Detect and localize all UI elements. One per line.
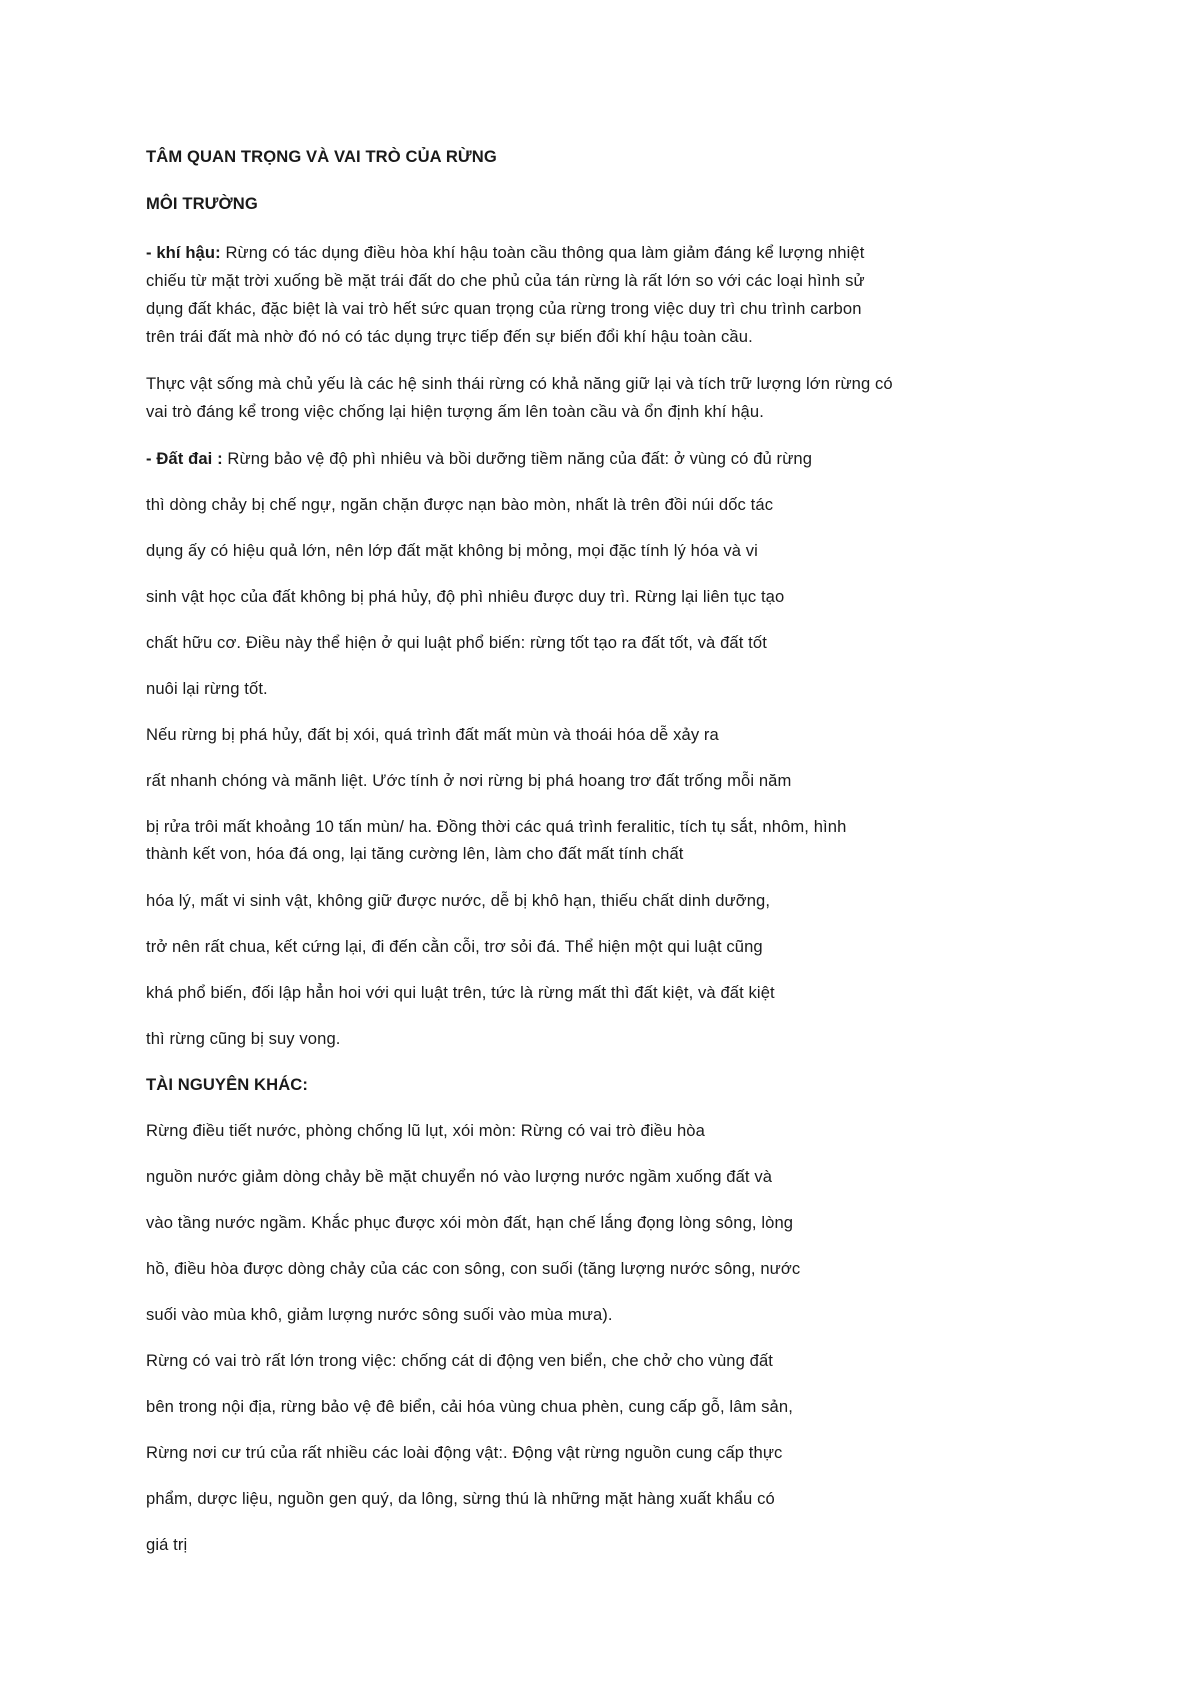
section-heading-other: TÀI NGUYÊN KHÁC:	[146, 1075, 309, 1094]
roles-line-3: Rừng nơi cư trú của rất nhiều các loài động vật:. Động vật rừng nguồn cung cấp thực	[146, 1443, 783, 1462]
roles-line-2: bên trong nội địa, rừng bảo vệ đê biển, cải hóa vùng chua phèn, cung cấp gỗ, lâm sản,	[146, 1397, 793, 1416]
destruction-line-4: thành kết von, hóa đá ong, lại tăng cường lên, làm cho đất mất tính chất	[146, 844, 684, 863]
destruction-line-7: khá phổ biến, đối lập hẳn hoi với qui luật trên, tức là rừng mất thì đất kiệt, và đất kiệt	[146, 983, 775, 1002]
roles-line-1: Rừng có vai trò rất lớn trong việc: chống cát di động ven biển, che chở cho vùng đất	[146, 1351, 774, 1370]
soil-line-2: thì dòng chảy bị chế ngự, ngăn chặn được nạn bào mòn, nhất là trên đồi núi dốc tác	[146, 495, 774, 514]
water-line-1: Rừng điều tiết nước, phòng chống lũ lụt, xói mòn: Rừng có vai trò điều hòa	[146, 1121, 705, 1140]
water-line-2: nguồn nước giảm dòng chảy bề mặt chuyển nó vào lượng nước ngầm xuống đất và	[146, 1167, 773, 1186]
climate-line-2: chiếu từ mặt trời xuống bề mặt trái đất do che phủ của tán rừng là rất lớn so với các loại hình sử	[146, 271, 865, 290]
climate-label: - khí hậu:	[146, 243, 221, 262]
climate-line-3: dụng đất khác, đặc biệt là vai trò hết sức quan trọng của rừng trong việc duy trì chu trình carbon	[146, 299, 862, 318]
document-title: TÂM QUAN TRỌNG VÀ VAI TRÒ CỦA RỪNG	[146, 147, 497, 166]
soil-line-4: sinh vật học của đất không bị phá hủy, độ phì nhiêu được duy trì. Rừng lại liên tục tạo	[146, 587, 785, 606]
climate-line-1: - khí hậu: Rừng có tác dụng điều hòa khí hậu toàn cầu thông qua làm giảm đáng kể lượng nhiệt	[146, 243, 865, 262]
destruction-line-8: thì rừng cũng bị suy vong.	[146, 1029, 341, 1048]
destruction-line-1: Nếu rừng bị phá hủy, đất bị xói, quá trình đất mất mùn và thoái hóa dễ xảy ra	[146, 725, 719, 744]
soil-line-1: - Đất đai : Rừng bảo vệ độ phì nhiêu và bồi dưỡng tiềm năng của đất: ở vùng có đủ rừng	[146, 449, 813, 468]
roles-line-5: giá trị	[146, 1535, 188, 1554]
soil-line-6: nuôi lại rừng tốt.	[146, 679, 268, 698]
destruction-line-6: trở nên rất chua, kết cứng lại, đi đến cằn cỗi, trơ sỏi đá. Thể hiện một qui luật cũng	[146, 937, 763, 956]
plants-line-1: Thực vật sống mà chủ yếu là các hệ sinh thái rừng có khả năng giữ lại và tích trữ lượng lớn rừng có	[146, 374, 893, 393]
climate-line-4: trên trái đất mà nhờ đó nó có tác dụng trực tiếp đến sự biến đổi khí hậu toàn cầu.	[146, 327, 753, 346]
water-line-3: vào tầng nước ngầm. Khắc phục được xói mòn đất, hạn chế lắng đọng lòng sông, lòng	[146, 1213, 794, 1232]
destruction-line-3: bị rửa trôi mất khoảng 10 tấn mùn/ ha. Đồng thời các quá trình feralitic, tích tụ sắt, nhôm, hình	[146, 817, 847, 836]
water-line-5: suối vào mùa khô, giảm lượng nước sông suối vào mùa mưa).	[146, 1305, 613, 1324]
roles-line-4: phẩm, dược liệu, nguồn gen quý, da lông, sừng thú là những mặt hàng xuất khẩu có	[146, 1489, 775, 1508]
section-heading-environment: MÔI TRƯỜNG	[146, 194, 258, 213]
water-line-4: hồ, điều hòa được dòng chảy của các con sông, con suối (tăng lượng nước sông, nước	[146, 1259, 801, 1278]
soil-line-5: chất hữu cơ. Điều này thể hiện ở qui luật phổ biến: rừng tốt tạo ra đất tốt, và đất tốt	[146, 633, 767, 652]
plants-line-2: vai trò đáng kể trong việc chống lại hiện tượng ấm lên toàn cầu và ổn định khí hậu.	[146, 402, 764, 421]
destruction-line-5: hóa lý, mất vi sinh vật, không giữ được nước, dễ bị khô hạn, thiếu chất dinh dưỡng,	[146, 891, 771, 910]
soil-label: - Đất đai :	[146, 449, 223, 468]
soil-line-3: dụng ấy có hiệu quả lớn, nên lớp đất mặt không bị mỏng, mọi đặc tính lý hóa và vi	[146, 541, 758, 560]
destruction-line-2: rất nhanh chóng và mãnh liệt. Ước tính ở nơi rừng bị phá hoang trơ đất trống mỗi năm	[146, 771, 792, 790]
